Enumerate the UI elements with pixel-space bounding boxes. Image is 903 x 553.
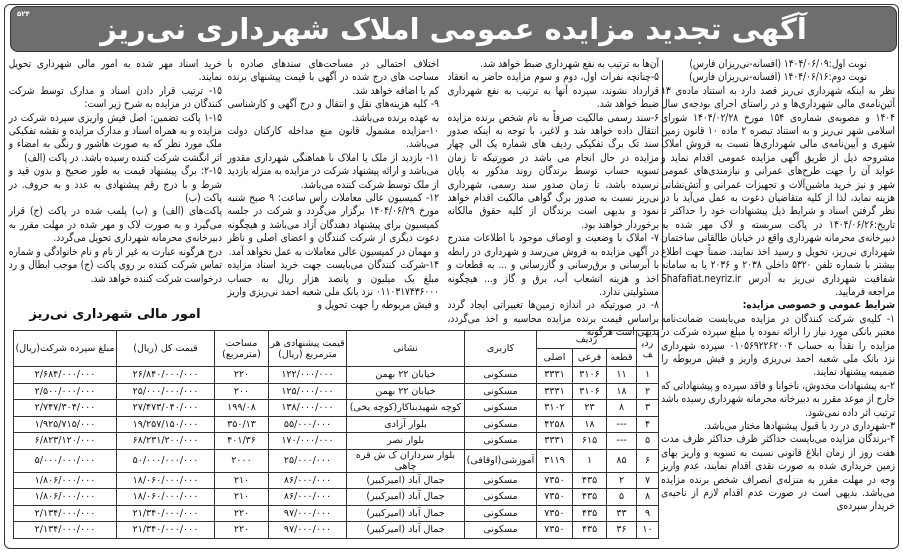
cell-parcel: ۳۶: [607, 522, 637, 539]
cell-use: مسکونی: [465, 472, 537, 489]
column-3-area: [227, 58, 439, 326]
condition-15-1: ۱-۱۵ پاکت تضمین: اصل فیش واریزی سپرده شرکت در مزایده و به همراه اسناد و مدارک مزایده و نقشه تفکیکی ملک مورد نظر که به صورت هاشور و رنگی به امضاء و اثر انگشت شرکت کننده رسیده باشد. در پاکت (الف): [8, 111, 223, 164]
cell-parcel: ۱۱: [607, 367, 637, 384]
intro-paragraph: نظر به اینکه شهرداری نی‌ریز قصد دارد به استناد ماده‌ی ۱۳ آئین‌نامه‌ی مالی شهرداری‌ها و در راستای اجرای بودجه‌ی سال ۱۴۰۴ و مصوبه‌ی شماره‌ی ۱۵۴ مورخ ۱۴۰۴/۰۲/۲۸ شورای اسلامی شهر نی‌ریز و به استناد تبصره ۲ ماده ۱۰ قانون زمین شهری و آیین‌نامه‌ی مالی شهرداری‌ها نسبت به فروش املاک مشروحه ذیل از طریق آگهی مزایده عمومی اقدام نماید و عواید آن را جهت طرح‌های عمرانی و نیازمندی‌های عمومی شهر و نیز خرید ماشین‌آلات و تجهیزات عمرانی و آتش‌نشانی هزینه نماید، لذا از کلیه متقاضیان دعوت به عمل می‌آید با در نظر گرفتن اسناد و شرایط ذیل پیشنهادات خود را حداکثر تا تاریخ:۱۴۰۴/۰۶/۲۶ در پاکت سربسته و لاک مهر شده به دبیرخانه‌ی محرمانه شهرداری واقع در خیابان طالقانی ساختمان شهرداری نی‌ریز، تحویل و رسید اخذ نمایند. ضمناً جهت اطلاع بیشتر با شماره تلفن ۵۳۲۰ داخلی ۲۰۳۸ و ۲۰۳۶ یا به سامانه شفافیت شهرداری نی‌ریز به آدرس Shafafiat.neyriz.ir مراجعه فرمایید.: [661, 84, 896, 298]
cell-sub: ۲۳: [573, 400, 607, 417]
cell-total: ۱۹/۲۵۷/۱۵۰/۰۰۰: [117, 416, 215, 433]
cell-deposit: ۲/۷۴۷/۳۰۴/۰۰۰: [14, 400, 117, 417]
cell-address: بلوار آزادی: [347, 416, 465, 433]
cell-main: ۳۱۰۲: [537, 400, 573, 417]
disqualification-note: درج هرگونه عبارت به غیر از نام و نام خانوادگی و شماره تماس شرکت کننده بر روی پاکت (ج) موجب ابطال و رد درخواست شرکت کننده خواهد شد.: [8, 245, 223, 285]
condition-8: ۸- در صورتیکه در اندازه زمین‌ها تغییراتی ایجاد گردد براساس قیمت برنده مزایده محاسبه و اخذ می‌گردد، بدیهی است هرگونه: [447, 299, 659, 339]
cell-use: مسکونی: [465, 489, 537, 506]
cell-row: ۲: [637, 383, 659, 400]
condition-9: ۹- کلیه هزینه‌های نقل و انتقال و درج آگهی و کارشناسی به عهده برنده می‌باشد.: [227, 98, 439, 124]
cell-deposit: ۶/۸۲۳/۱۲۰/۰۰۰: [14, 433, 117, 450]
cell-price: ۱۷۰/۰۰۰/۰۰۰: [269, 433, 347, 450]
cell-address: جمال آباد (امیرکبیر): [347, 505, 465, 522]
cell-sub: ۴۳۵: [573, 505, 607, 522]
condition-12: ۱۲- کمیسیون عالی معاملات رأس ساعت: ۹ صبح شنبه مورخ ۱۴۰۴/۰۶/۲۹ برگزار می‌گردد و شرکت در جلسه کمیسیون برای پیشنهاد دهندگان آزاد می‌باشد و هیچگونه دعوت دیگری از شرکت کنندگان و اعضای اصلی و ناظر و مهمان در کمیسیون عالی معاملات به عمل نخواهد آمد.: [227, 192, 440, 258]
cell-sub: ۴۳۵: [573, 472, 607, 489]
cell-sub: ۴۳۵: [573, 489, 607, 506]
condition-5: ۵-چنانچه نفرات اول، دوم و سوم مزایده حاضر به انعقاد قرارداد نشوند، سپرده آنها به ترتیب به نفع شهرداری ضبط خواهد شد.: [447, 71, 659, 111]
cell-price: ۱۲۲/۰۰۰/۰۰۰: [269, 367, 347, 384]
table-row: [14, 416, 659, 433]
cell-parcel: ---: [607, 416, 637, 433]
header-use: کاربری: [465, 331, 537, 367]
cell-area: ۲۲۰: [215, 505, 269, 522]
cell-total: ۲۶/۸۴۰/۰۰۰/۰۰۰: [117, 367, 215, 384]
cell-main: ۳۳۳۱: [537, 383, 573, 400]
cell-parcel: ۱۸: [607, 383, 637, 400]
cell-area: ۲۲۰: [215, 367, 269, 384]
condition-10: ۱۰-مزایده مشمول قانون منع مداخله کارکنان دولت می‌باشد.: [227, 125, 439, 151]
cell-total: ۲۵/۰۰۰/۰۰۰/۰۰۰: [117, 383, 215, 400]
cell-address: خیابان ۲۲ بهمن: [347, 367, 465, 384]
table-row: [14, 489, 659, 506]
cell-address: بلوار نصر: [347, 433, 465, 450]
cell-area: ۲۰۰: [215, 383, 269, 400]
cell-main: ۴۲۵۸: [537, 416, 573, 433]
cell-use: مسکونی: [465, 367, 537, 384]
cell-total: ۲۱/۳۴۰/۰۰۰/۰۰۰: [117, 505, 215, 522]
cell-price: ۹۷/۰۰۰/۰۰۰: [269, 522, 347, 539]
header-row: ردیف: [637, 331, 659, 367]
table-row: [14, 433, 659, 450]
header-deposit: مبلغ سپرده شرکت(ریال): [14, 331, 117, 367]
header-area: مساحت (مترمربع): [215, 331, 269, 367]
header-radif-group: ردیف: [537, 331, 637, 349]
header-price: قیمت پیشنهادی هر مترمربع (ریال): [269, 331, 347, 367]
cell-row: ۷: [637, 472, 659, 489]
table-row: [14, 522, 659, 539]
cell-main: ۳۳۳۱: [537, 433, 573, 450]
cell-main: ۷۳۵۰: [537, 472, 573, 489]
signature: امور مالی شهرداری نی‌ریز: [29, 307, 201, 322]
cell-parcel: ۲: [607, 472, 637, 489]
condition-15-2: ۲-۱۵: برگ پیشنهاد قیمت به طور صحیح و بدون قید و شرط و با درج رقم پیشنهادی به عدد و به حروف. در پاکت (ب): [8, 165, 222, 205]
cell-area: ۲۲۰: [215, 522, 269, 539]
table-row: [14, 400, 659, 417]
cell-main: ۷۳۵۰: [537, 505, 573, 522]
cell-use: مسکونی: [465, 433, 537, 450]
cell-row: ۹: [637, 505, 659, 522]
cell-sub: ۱: [573, 449, 607, 472]
cell-price: ۸۶/۰۰۰/۰۰۰: [269, 472, 347, 489]
cell-main: ۳۳۳۱: [537, 367, 573, 384]
cell-price: ۹۷/۰۰۰/۰۰۰: [269, 505, 347, 522]
cell-use: مسکونی: [465, 505, 537, 522]
cell-row: ۵: [637, 433, 659, 450]
ad-title: [10, 6, 897, 52]
condition-8-cont: اختلاف احتمالی در مساحت‌های سندهای صادره با مساحت های درج شده در آگهی با قیمت پیشنهای برنده کم یا اضافه خواهد شد.: [227, 58, 439, 97]
cell-address: جمال آباد (امیرکبیر): [347, 522, 465, 539]
cell-total: ۲۷/۴۷۳/۰۴۰/۰۰۰: [117, 400, 215, 417]
table-row: [14, 505, 659, 522]
cell-area: ۳۵۰/۱۳: [215, 416, 269, 433]
cell-row: ۴: [637, 416, 659, 433]
cell-area: ۴۰۱/۳۶: [215, 433, 269, 450]
cell-address: جمال آباد (امیرکبیر): [347, 472, 465, 489]
cell-price: ۵۵/۰۰۰/۰۰۰: [269, 416, 347, 433]
header-main: اصلی: [537, 349, 573, 367]
cell-deposit: ۱/۹۲۵/۷۱۵/۰۰۰: [14, 416, 117, 433]
cell-area: ۲۰۰۰: [215, 449, 269, 472]
cell-main: ۳۱۱۹: [537, 449, 573, 472]
cell-sub: ۳۱۰۶: [573, 367, 607, 384]
cell-sub: ۱۸: [573, 416, 607, 433]
cell-use: آموزشی(اوقافی): [465, 449, 537, 472]
cell-parcel: ۳۳: [607, 505, 637, 522]
page-number: ۵۲۴: [17, 10, 30, 18]
cell-price: ۸۶/۰۰۰/۰۰۰: [269, 489, 347, 506]
cell-use: مسکونی: [465, 416, 537, 433]
header-sub: فرعی: [573, 349, 607, 367]
cell-row: ۱: [637, 367, 659, 384]
cell-deposit: ۲/۶۸۴/۰۰۰/۰۰۰: [14, 367, 117, 384]
cell-price: ۱۳۸/۰۰۰/۰۰۰: [269, 400, 347, 417]
cell-deposit: ۲/۱۳۴/۰۰۰/۰۰۰: [14, 505, 117, 522]
cell-total: ۱۸/۰۶۰/۰۰۰/۰۰۰: [117, 472, 215, 489]
cell-main: ۷۳۵۰: [537, 522, 573, 539]
cell-row: ۱۰: [637, 522, 659, 539]
cell-area: ۱۹۹/۰۸: [215, 400, 269, 417]
header-parcel: قطعه: [607, 349, 637, 367]
cell-price: ۲۵/۰۰۰/۰۰۰: [269, 449, 347, 472]
cell-use: مسکونی: [465, 383, 537, 400]
condition-6: ۶-سند رسمی مالکیت صرفاً به نام شخص برنده مزایده انتقال داده خواهد شد و لاغیر، با توجه به اینکه صدور سند تک برگ تفکیکی ردیف های شماره یک الی چهار مزایده در حال انجام می باشد در صورتیکه تا زمان تسویه حساب توسط برندگان روند مذکور به پایان نرسیده باشد، تا زمان صدور سند رسمی، شهرداری نی‌ریز نسبت به صدور برگ گواهی مالکیت اقدام خواهد نمود و بدیهی است برندگان از کلیه حقوق مالکانه برخوردار خواهند بود.: [447, 111, 659, 231]
cell-total: ۲۱/۳۴۰/۰۰۰/۰۰۰: [117, 522, 215, 539]
column-3: [227, 58, 439, 313]
cell-main: ۷۳۵۰: [537, 489, 573, 506]
cell-address: جمال آباد (امیرکبیر): [347, 489, 465, 506]
cell-sub: ۴۳۵: [573, 522, 607, 539]
condition-3: ۳-شهرداری در رد یا قبول پیشنهادها مختار می‌باشد.: [704, 419, 895, 432]
cell-area: ۲۱۰: [215, 489, 269, 506]
cell-deposit: ۲/۱۳۴/۰۰۰/۰۰۰: [14, 522, 117, 539]
properties-table: [13, 330, 659, 539]
cell-use: مسکونی: [465, 522, 537, 539]
condition-4: ۴-برندگان مزایده می‌بایست حداکثر ظرف حداکثر ظرف مدت هفت روز از زمان ابلاغ قانونی نسبت به تسویه و واریز بهای زمین خریداری شده به صورت نقدی اقدام نمایند، عدم واریز وجه در مهلت مقرر به منزله‌ی انصراف شخص برنده مزایده می‌باشد. بدیهی است در صورت عدم اقدام لازم از ناحیه‌ی خریدار سپرده‌ی: [661, 433, 895, 513]
cell-deposit: ۲/۵۰۰/۰۰۰/۰۰۰: [14, 383, 117, 400]
cell-deposit: ۵/۰۰۰/۰۰۰/۰۰۰: [14, 449, 117, 472]
column-2: [447, 58, 659, 340]
envelope-note: پاکت‌های (الف) و (ب) پلمب شده در پاکت (ج) قرار می‌گیرد و به صورت لاک و مهر شده در مهلت مقرر به دبیرخانه‌ی محرمانه شهرداری تحویل می‌گردد.: [8, 205, 222, 245]
condition-7: ۷- املاک با وضعیت و اوصاف موجود با اطلاعات مندرج در آگهی مزایده به فروش می‌رسد و شهرداری در رابطه با آبرسانی و برق‌رسانی و گازرسانی و ... به قطعات و اخذ و هزینه انشعاب آب، برق و گاز و... هیچگونه مسئولیتی ندارد.: [447, 232, 659, 298]
cell-price: ۱۲۵/۰۰۰/۰۰۰: [269, 383, 347, 400]
condition-14: ۱۴-شرکت کنندگان می‌بایست جهت خرید اسناد مزایده مبلغ یک میلیون و پانصد هزار ریال به حساب ۰۱۱۰۳۱۷۴۳۶۰۰۰ نزد بانک ملی شعبه احمد نی‌ریزی واریز و فیش مربوطه را جهت تحویل و: [227, 259, 439, 312]
condition-2: ۲-به پیشنهادات مخدوش، ناخوانا و فاقد سپرده و پیشنهاداتی که خارج از موعد مقرر به دبیرخانه محرمانه شهرداری رسیده باشد ترتیب اثر داده نمی‌شود.: [661, 379, 895, 419]
table-row: [14, 449, 659, 472]
conditions-heading: شرایط عمومی و خصوصی مزایده:: [742, 299, 895, 312]
cell-row: ۸: [637, 489, 659, 506]
cell-sub: ۳۱۰۶: [573, 383, 607, 400]
column-intro: [661, 58, 895, 514]
condition-11: ۱۱- بازدید از ملک یا املاک با هماهنگی شهرداری مقدور می‌باشد و ارائه پیشنهاد شرکت در مزایده به منزله بازدید از ملک توسط شرکت کننده می‌باشد.: [227, 151, 439, 191]
cell-parcel: ۵: [607, 489, 637, 506]
cell-deposit: ۱/۸۰۶/۰۰۰/۰۰۰: [14, 472, 117, 489]
condition-14-cont: خرید اسناد مهر شده به امور مالی شهرداری تحویل نمایند.: [8, 58, 222, 84]
cell-row: ۶: [637, 449, 659, 472]
column-4-area: [8, 58, 222, 326]
cell-row: ۳: [637, 400, 659, 417]
cell-deposit: ۱/۸۰۶/۰۰۰/۰۰۰: [14, 489, 117, 506]
header-address: نشانی: [347, 331, 465, 367]
table-row: [14, 472, 659, 489]
title-text: آگهی تجدید مزایده عمومی املاک شهرداری نی‌ریز: [100, 12, 807, 46]
cell-sub: ۶۱۵: [573, 433, 607, 450]
cell-total: ۱۸/۰۶۰/۰۰۰/۰۰۰: [117, 489, 215, 506]
column-2-area: [447, 58, 659, 339]
cell-parcel: ۸۵: [607, 449, 637, 472]
condition-15: ۱۵- ترتیب قرار دادن اسناد و مدارک توسط شرکت کنندگان در مزایده به شرح زیر است:: [8, 84, 222, 111]
cell-address: بلوار سرداران ک ش قره چاهی: [347, 449, 465, 472]
condition-4-cont: آن‌ها به ترتیب به نفع شهرداری ضبط خواهد شد.: [480, 58, 659, 70]
second-publication: نوبت دوم:۱۴۰۴/۰۶/۱۶ (افسانه-نی‌ریزان فارس): [689, 71, 867, 84]
table-row: [14, 383, 659, 400]
table-row: [14, 367, 659, 384]
condition-1: ۱- کلیه‌ی شرکت کنندگان در مزایده می‌بایست ضمانت‌نامه معتبر بانکی مورد نیاز را ارائه نموده یا مبلغ سپرده شرکت در مزایده را نقداً به حساب ۰۱۰۵۶۹۲۲۶۲۰۰۴ سپرده شهرداری نزد بانک ملی شعبه احمد نی‌ریزی واریز و فیش مربوطه را ضمیمه پیشنهاد نمایند.: [661, 312, 895, 379]
cell-area: ۲۱۰: [215, 472, 269, 489]
cell-parcel: ۸: [607, 400, 637, 417]
header-total: قیمت کل (ریال): [117, 331, 215, 367]
cell-total: ۵۰/۰۰۰/۰۰۰/۰۰۰: [117, 449, 215, 472]
cell-address: خیابان ۲۲ بهمن: [347, 383, 465, 400]
first-publication: نوبت اول:۱۴۰۴/۰۶/۰۹ (افسانه-نی‌ریزان فارس): [689, 58, 867, 70]
cell-parcel: ---: [607, 433, 637, 450]
column-intro-area: [661, 58, 895, 548]
cell-use: مسکونی: [465, 400, 537, 417]
cell-address: کوچه شهیدبناکار(کوچه یخی): [347, 400, 465, 417]
cell-total: ۶۸/۲۳۱/۲۰۰/۰۰۰: [117, 433, 215, 450]
column-4: [9, 58, 222, 286]
